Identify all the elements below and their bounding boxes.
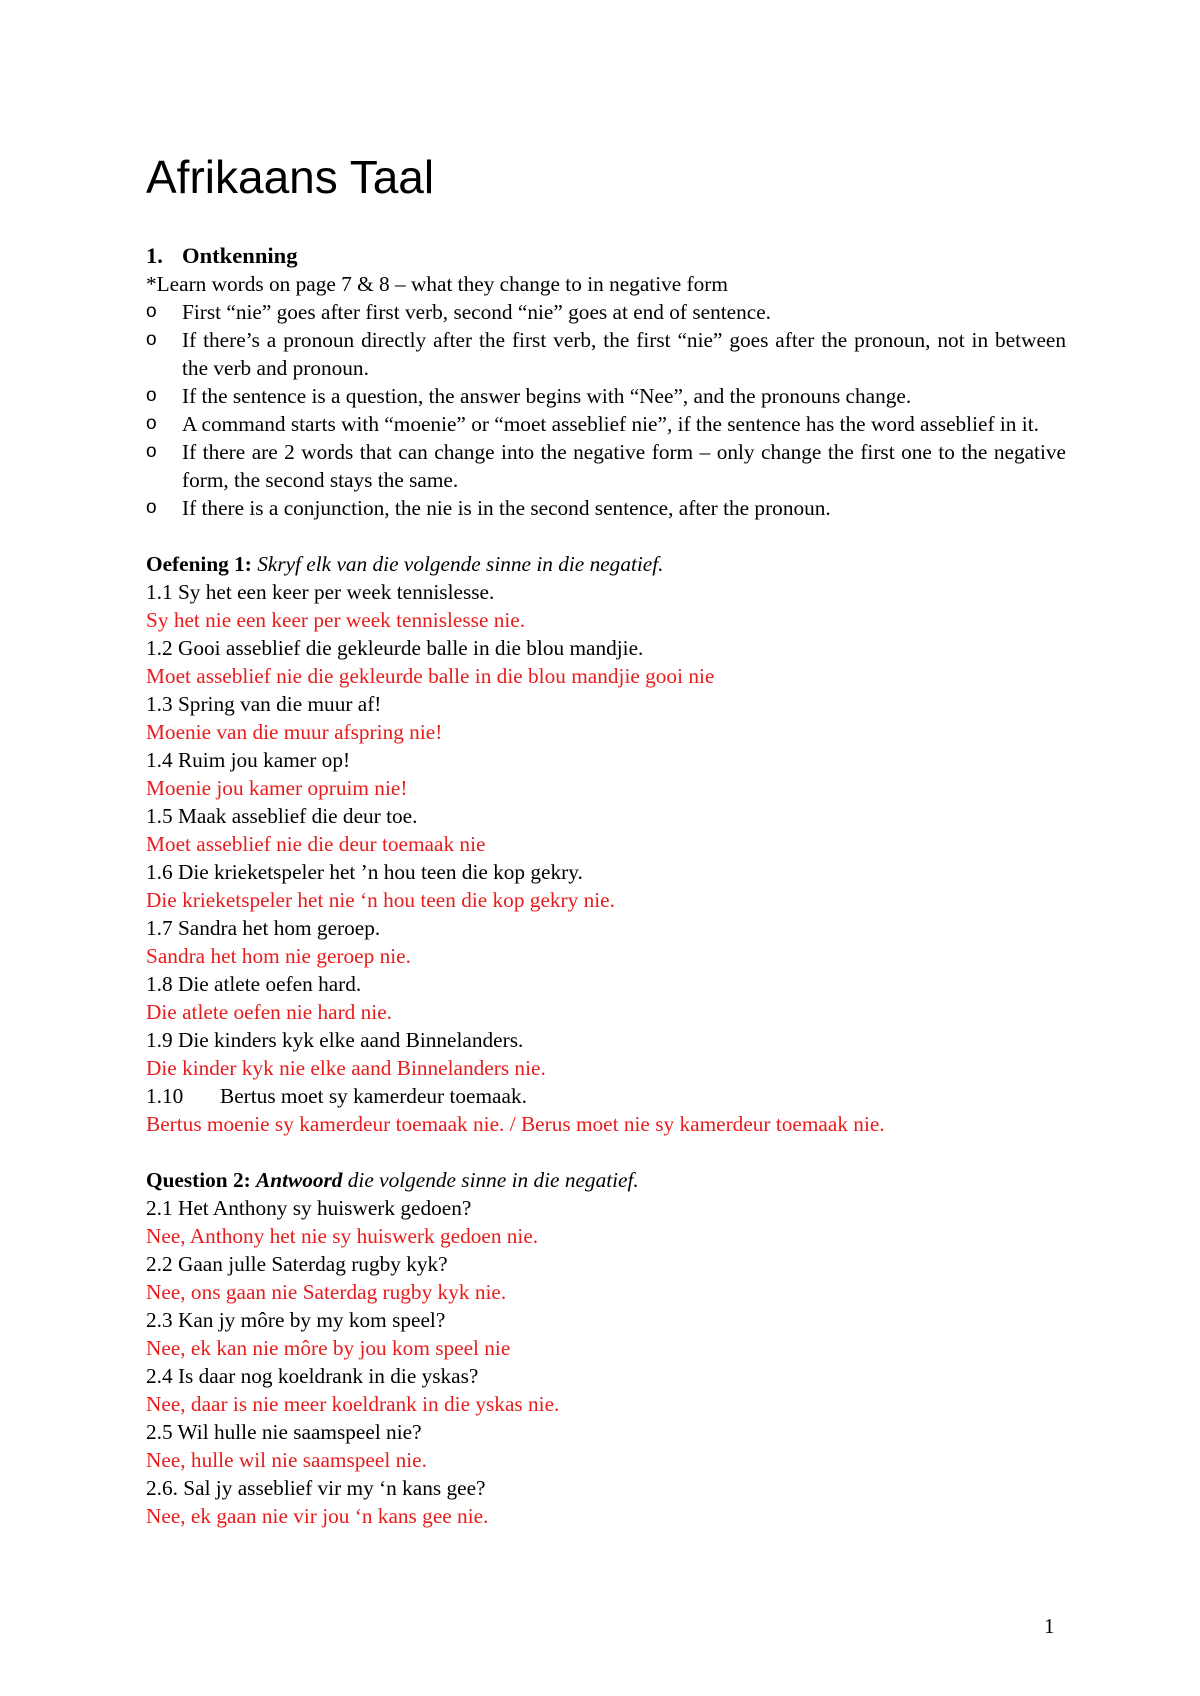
- bullet-marker: o: [146, 385, 157, 406]
- question-2-label: Question 2:: [146, 1168, 251, 1192]
- question-line: 1.9 Die kinders kyk elke aand Binnelanders.: [146, 1028, 524, 1052]
- rule-item: o A command starts with “moenie” or “moet asseblief nie”, if the sentence has the word asseblief in it.: [146, 412, 1039, 436]
- question-line: 2.4 Is daar nog koeldrank in die yskas?: [146, 1364, 479, 1388]
- question-line: 1.5 Maak asseblief die deur toe.: [146, 804, 418, 828]
- section-heading: [146, 242, 1066, 270]
- question-line: 1.1 Sy het een keer per week tennislesse.: [146, 580, 495, 604]
- question-line: 1.6 Die krieketspeler het ’n hou teen die kop gekry.: [146, 860, 583, 884]
- rule-item: o If the sentence is a question, the answer begins with “Nee”, and the pronouns change.: [146, 384, 912, 408]
- answer-line: Nee, ek kan nie môre by jou kom speel nie: [146, 1336, 511, 1360]
- section-title: Ontkenning: [182, 243, 298, 268]
- question-line: 2.1 Het Anthony sy huiswerk gedoen?: [146, 1196, 472, 1220]
- answer-line: Die kinder kyk nie elke aand Binnelanders nie.: [146, 1056, 546, 1080]
- question-2-instruction-bold: Antwoord: [256, 1168, 343, 1192]
- question-line: 2.2 Gaan julle Saterdag rugby kyk?: [146, 1252, 448, 1276]
- question-line: 1.7 Sandra het hom geroep.: [146, 916, 381, 940]
- bullet-marker: o: [146, 329, 157, 350]
- question-2-heading: [146, 1166, 1066, 1194]
- exercise-1-label: Oefening 1:: [146, 552, 252, 576]
- exercise-1-heading: [146, 550, 1066, 578]
- answer-line: Nee, ons gaan nie Saterdag rugby kyk nie.: [146, 1280, 507, 1304]
- page-number: 1: [1044, 1614, 1055, 1638]
- question-line: 1.4 Ruim jou kamer op!: [146, 748, 351, 772]
- bullet-marker: o: [146, 301, 157, 322]
- answer-line: Sandra het hom nie geroep nie.: [146, 944, 411, 968]
- question-2-instruction: die volgende sinne in die negatief.: [342, 1168, 639, 1192]
- answer-line: Nee, Anthony het nie sy huiswerk gedoen nie.: [146, 1224, 539, 1248]
- page-title: Afrikaans Taal: [146, 151, 435, 203]
- rule-item: o If there are 2 words that can change into the negative form – only change the first one to the negative form, the second stays the same.: [146, 440, 1066, 492]
- bullet-marker: o: [146, 441, 157, 462]
- answer-line: Die atlete oefen nie hard nie.: [146, 1000, 392, 1024]
- rule-item: o If there is a conjunction, the nie is in the second sentence, after the pronoun.: [146, 496, 831, 520]
- rule-item: o If there’s a pronoun directly after the first verb, the first “nie” goes after the pronoun, not in between the verb and pronoun.: [146, 328, 1066, 380]
- question-line: 1.3 Spring van die muur af!: [146, 692, 382, 716]
- answer-line: Nee, ek gaan nie vir jou ‘n kans gee nie.: [146, 1504, 489, 1528]
- bullet-marker: o: [146, 497, 157, 518]
- document-body: [146, 242, 1066, 1530]
- answer-line: Moet asseblief nie die gekleurde balle in die blou mandjie gooi nie: [146, 664, 715, 688]
- question-line: 1.2 Gooi asseblief die gekleurde balle in die blou mandjie.: [146, 636, 644, 660]
- section-note: *Learn words on page 7 & 8 – what they change to in negative form: [146, 272, 728, 296]
- question-number: 1.10: [146, 1084, 184, 1108]
- exercise-1-instruction: Skryf elk van die volgende sinne in die negatief.: [257, 552, 664, 576]
- answer-line: Moenie jou kamer opruim nie!: [146, 776, 408, 800]
- question-line: 2.5 Wil hulle nie saamspeel nie?: [146, 1420, 422, 1444]
- question-line: 1.10 Bertus moet sy kamerdeur toemaak.: [146, 1084, 527, 1108]
- answer-line: Die krieketspeler het nie ‘n hou teen die kop gekry nie.: [146, 888, 615, 912]
- answer-line: Moenie van die muur afspring nie!: [146, 720, 443, 744]
- answer-line: Sy het nie een keer per week tennislesse nie.: [146, 608, 526, 632]
- bullet-marker: o: [146, 413, 157, 434]
- rule-item: o First “nie” goes after first verb, second “nie” goes at end of sentence.: [146, 300, 771, 324]
- answer-line: Nee, daar is nie meer koeldrank in die yskas nie.: [146, 1392, 560, 1416]
- answer-line: Nee, hulle wil nie saamspeel nie.: [146, 1448, 427, 1472]
- answer-line: Moet asseblief nie die deur toemaak nie: [146, 832, 486, 856]
- question-line: 2.6. Sal jy asseblief vir my ‘n kans gee?: [146, 1476, 486, 1500]
- rule-list: [146, 298, 1066, 522]
- section-number: 1.: [146, 243, 163, 268]
- question-line: 1.8 Die atlete oefen hard.: [146, 972, 362, 996]
- question-line: 2.3 Kan jy môre by my kom speel?: [146, 1308, 446, 1332]
- answer-line: Bertus moenie sy kamerdeur toemaak nie. / Berus moet nie sy kamerdeur toemaak nie.: [146, 1112, 885, 1136]
